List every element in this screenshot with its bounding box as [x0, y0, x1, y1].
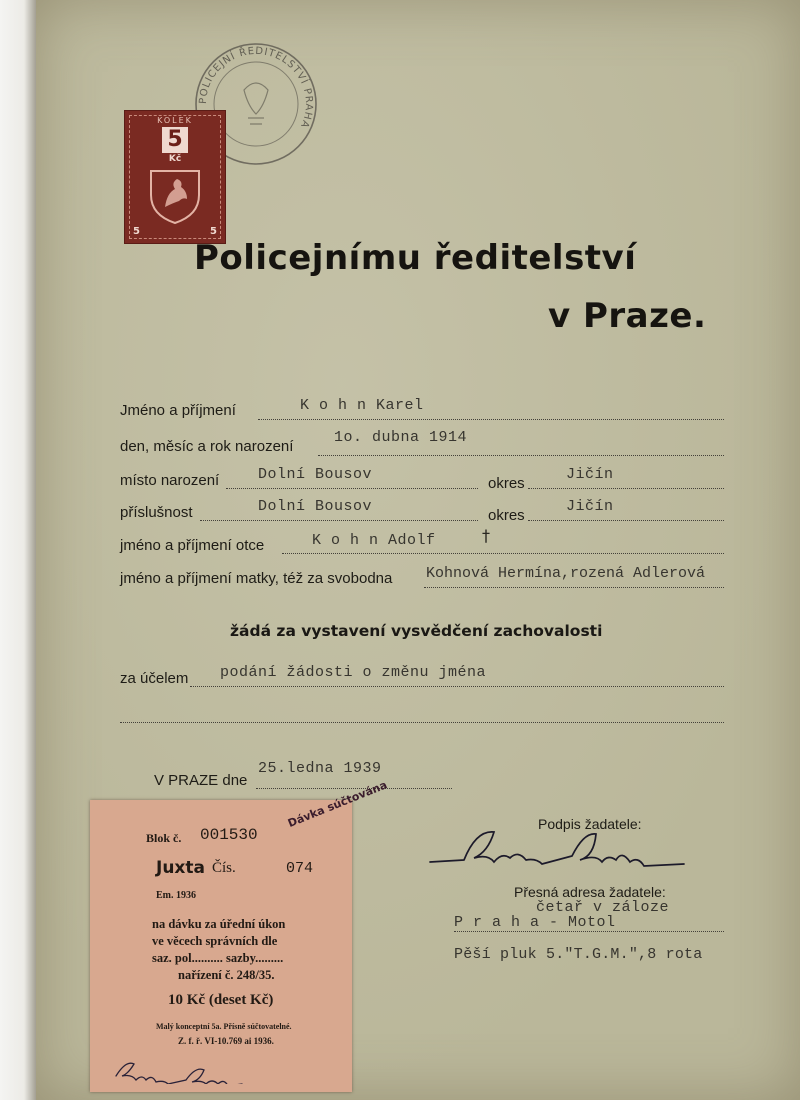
citizenship-label: příslušnost [120, 504, 193, 521]
coupon-em: Em. 1936 [156, 890, 196, 901]
scan-edge [0, 0, 40, 1100]
applicant-signature [424, 818, 724, 874]
stamp-currency: Kč [168, 154, 182, 164]
stamp-corner-right: 5 [210, 226, 217, 237]
coupon-line-3: saz. pol.......... sazby......... [152, 951, 284, 965]
father-value: K o h n Adolf [312, 532, 436, 549]
deceased-cross-mark: † [482, 526, 490, 545]
father-label: jméno a příjmení otce [120, 537, 265, 554]
purpose-value: podání žádosti o změnu jména [220, 664, 487, 681]
coupon-block-number: 001530 [200, 826, 258, 844]
address-underline-2 [454, 931, 724, 932]
birthplace-value: Dolní Bousov [258, 466, 373, 483]
mother-value: Kohnová Hermína,rozená Adlerová [426, 565, 706, 582]
district-value-1: Jičín [566, 466, 614, 483]
postmark-text: POLICEJNÍ ŘEDITELSTVÍ PRAHA [197, 45, 315, 130]
stamp-top-text: KOLEK [157, 116, 193, 125]
birthplace-label: místo narození [120, 472, 220, 489]
district-line-2 [528, 520, 724, 521]
coupon-signature [110, 1054, 270, 1084]
birth-line [318, 455, 724, 456]
addressee-line-1: Policejnímu ředitelství [194, 238, 637, 278]
coupon-small-1: Malý konceptní 5a. Přísně súčtovatelné. [156, 1022, 292, 1031]
name-line [258, 419, 724, 420]
birth-value: 1o. dubna 1914 [334, 429, 468, 446]
father-line [282, 553, 724, 554]
purpose-line [190, 686, 724, 687]
addressee-line-2: v Praze. [548, 296, 707, 336]
date-value: 25.ledna 1939 [258, 760, 382, 777]
district-line-1 [528, 488, 724, 489]
name-value: K o h n Karel [300, 397, 424, 414]
coupon-cts-number: 074 [286, 860, 314, 877]
date-line [256, 788, 452, 789]
address-line-3: Pěší pluk 5."T.G.M.",8 rota [454, 946, 703, 963]
mother-line [424, 587, 724, 588]
coupon-block-label: Blok č. [146, 831, 182, 845]
district-label-1: okres [488, 475, 525, 492]
address-line-2: P r a h a - Motol [454, 914, 616, 931]
coupon-line-2: ve věcech správních dle [152, 934, 278, 948]
request-heading: žádá za vystavení vysvědčení zachovalosti [230, 622, 603, 640]
stamp-value: 5 [162, 127, 188, 153]
mother-label: jméno a příjmení matky, též za svobodna [120, 570, 393, 587]
stamp-corner-left: 5 [133, 226, 140, 237]
coupon-accounted-stamp: Dávka súčtována [286, 778, 390, 831]
name-label: Jméno a příjmení [120, 402, 236, 419]
coupon-cts-label: Čís. [212, 860, 236, 876]
purpose-line-2 [120, 722, 724, 723]
revenue-stamp [124, 110, 226, 244]
birth-label: den, měsíc a rok narození [120, 438, 294, 455]
coupon-small-2: Z. f. ř. VI-10.769 ai 1936. [178, 1036, 274, 1046]
date-label: V PRAZE dne [154, 772, 248, 789]
address-label: Přesná adresa žadatele: [514, 884, 666, 900]
district-value-2: Jičín [566, 498, 614, 515]
coupon-line-4: nařízení č. 248/35. [178, 968, 275, 982]
coupon-juxta: Juxta [156, 858, 205, 878]
citizenship-line [200, 520, 478, 521]
address-line-1: četař v záloze [536, 899, 670, 916]
signature-label: Podpis žadatele: [538, 816, 642, 832]
citizenship-value: Dolní Bousov [258, 498, 373, 515]
purpose-label: za účelem [120, 670, 189, 687]
district-label-2: okres [488, 507, 525, 524]
birthplace-line [226, 488, 478, 489]
coupon-line-1: na dávku za úřední úkon [152, 917, 286, 931]
coupon-amount: 10 Kč (deset Kč) [168, 992, 274, 1008]
lion-shield-icon [147, 167, 203, 225]
